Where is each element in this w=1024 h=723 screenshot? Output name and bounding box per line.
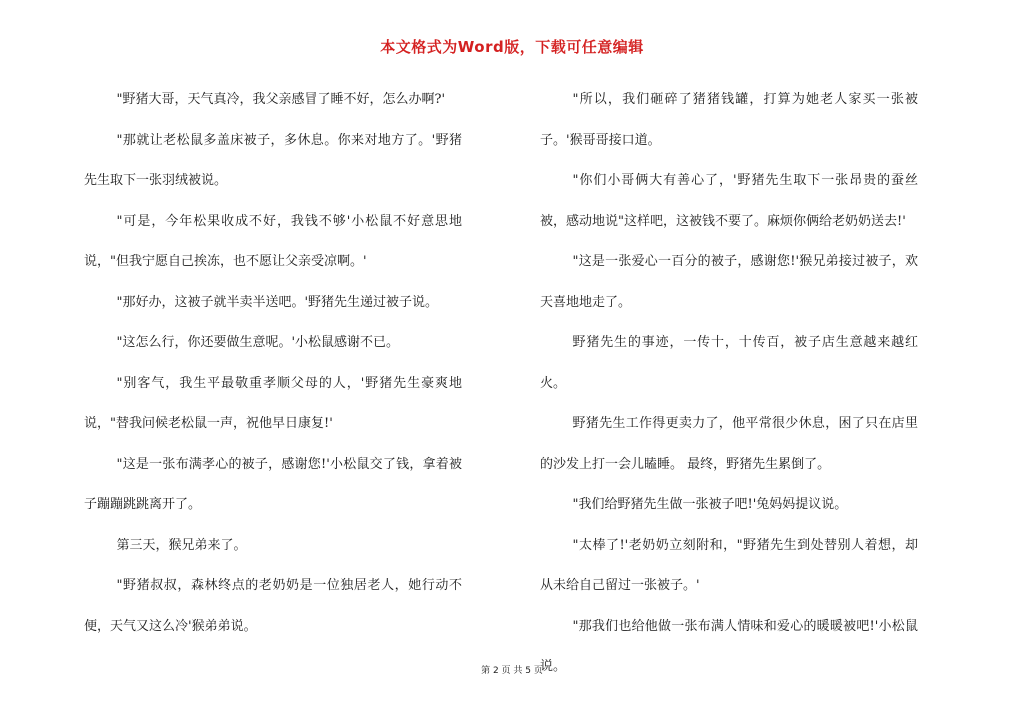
paragraph: "这是一张布满孝心的被子，感谢您!'小松鼠交了钱，拿着被子蹦蹦跳跳离开了。 [84,456,462,512]
paragraph: "你们小哥俩大有善心了，'野猪先生取下一张昂贵的蚕丝被，感动地说"这样吧，这被钱不要了。麻烦你俩给老奶奶送去!' [540,173,918,229]
paragraph: "别客气，我生平最敬重孝顺父母的人，'野猪先生豪爽地说，"替我问候老松鼠一声，祝他早日康复!' [84,375,462,431]
paragraph: "那就让老松鼠多盖床被子，多休息。你来对地方了。'野猪先生取下一张羽绒被说。 [84,132,462,188]
paragraph: 野猪先生工作得更卖力了，他平常很少休息，困了只在店里的沙发上打一会儿瞌睡。 最终，野猪先生累倒了。 [540,416,918,472]
paragraph: 野猪先生的事迹，一传十，十传百，被子店生意越来越红火。 [540,335,918,391]
paragraph: "我们给野猪先生做一张被子吧!'兔妈妈提议说。 [572,497,848,512]
paragraph: "野猪大哥，天气真冷，我父亲感冒了睡不好，怎么办啊?' [116,92,446,107]
paragraph: "那好办，这被子就半卖半送吧。'野猪先生递过被子说。 [116,294,439,310]
left-text-column [84,80,462,647]
paragraph: "这是一张爱心一百分的被子，感谢您!'猴兄弟接过被子，欢天喜地地走了。 [540,254,918,310]
right-text-column [540,80,918,688]
paragraph: 第三天，猴兄弟来了。 [116,537,247,553]
document-header-title: 本文格式为Word版，下载可任意编辑 [380,38,644,56]
paragraph: "所以，我们砸碎了猪猪钱罐，打算为她老人家买一张被子。'猴哥哥接口道。 [540,92,918,148]
paragraph: "那我们也给他做一张布满人情味和爱心的暖暖被吧!'小松鼠说。 [540,618,918,674]
paragraph: "这怎么行，你还要做生意呢。'小松鼠感谢不已。 [116,335,400,350]
paragraph: "野猪叔叔，森林终点的老奶奶是一位独居老人，她行动不便，天气又这么冷'猴弟弟说。 [84,578,462,634]
page-number: 第 2 页 共 5 页 [481,666,543,676]
paragraph: "太棒了!'老奶奶立刻附和，"野猪先生到处替别人着想，却从未给自己留过一张被子。' [540,537,918,593]
paragraph: "可是，今年松果收成不好，我钱不够'小松鼠不好意思地说，"但我宁愿自己挨冻，也不愿让父亲受凉啊。' [84,213,462,269]
